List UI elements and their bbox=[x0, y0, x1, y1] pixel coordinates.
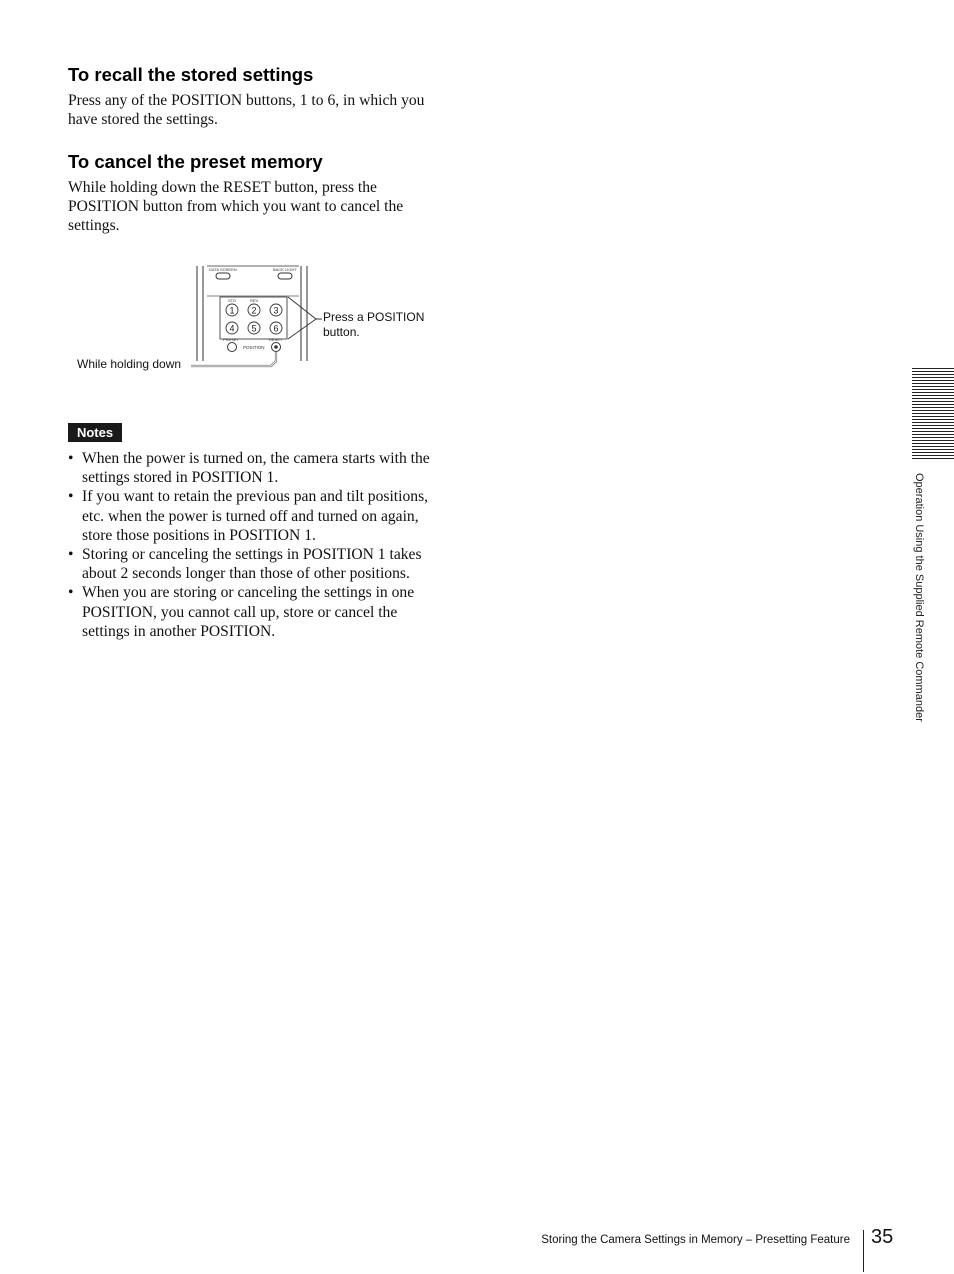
leader-line-holding-inner bbox=[191, 352, 276, 366]
footer-divider bbox=[863, 1230, 864, 1272]
note-item: • Storing or canceling the settings in POSITION 1 takes about 2 seconds longer than those of other positions. bbox=[68, 546, 422, 583]
leader-line-position-lower bbox=[288, 319, 316, 339]
data-screen-button bbox=[216, 273, 230, 279]
note-item: • When you are storing or canceling the settings in one POSITION, you cannot call up, store or cancel the settings in another POSITION. bbox=[68, 584, 415, 640]
section-body-recall: Press any of the POSITION buttons, 1 to 6, in which you have stored the settings. bbox=[68, 92, 425, 128]
note-text: If you want to retain the previous pan and tilt positions, etc. when the power is turned off and turned on again, store those positions in POSITION 1. bbox=[82, 488, 429, 544]
position-button-3-label: 3 bbox=[273, 305, 279, 316]
position-button-4-label: 4 bbox=[229, 323, 235, 334]
notes-badge: Notes bbox=[68, 423, 122, 442]
label-data-screen: DATA SCREEN bbox=[209, 267, 237, 272]
chapter-side-label bbox=[911, 473, 925, 753]
remote-commander-figure bbox=[70, 258, 440, 383]
leader-line-position bbox=[288, 297, 322, 319]
label-preset: PRESET bbox=[223, 337, 240, 342]
chapter-tab-marker bbox=[912, 368, 954, 460]
label-std: STD bbox=[228, 298, 236, 303]
label-reset: RESET bbox=[269, 337, 283, 342]
note-text: When the power is turned on, the camera starts with the settings stored in POSITION 1. bbox=[82, 450, 430, 487]
position-button-5-label: 5 bbox=[251, 323, 257, 334]
back-light-button bbox=[278, 273, 292, 279]
section-heading-cancel: To cancel the preset memory bbox=[68, 151, 323, 172]
position-button-6-label: 6 bbox=[273, 323, 279, 334]
chapter-side-label-text: Operation Using the Supplied Remote Commander bbox=[913, 473, 925, 722]
note-text: Storing or canceling the settings in POSITION 1 takes about 2 seconds longer than those of other positions. bbox=[82, 546, 422, 583]
position-button-1-label: 1 bbox=[229, 305, 235, 316]
notes-list bbox=[68, 449, 448, 641]
label-back-light: BACK LIGHT bbox=[273, 267, 297, 272]
leader-line-holding bbox=[191, 352, 276, 366]
note-item: • When the power is turned on, the camera starts with the settings stored in POSITION 1. bbox=[68, 450, 430, 487]
label-rev: REV bbox=[250, 298, 259, 303]
section-heading-recall: To recall the stored settings bbox=[68, 64, 314, 85]
callout-while-holding: While holding down bbox=[77, 357, 182, 371]
position-button-2-label: 2 bbox=[251, 305, 257, 316]
footer-title: Storing the Camera Settings in Memory – Presetting Feature bbox=[541, 1234, 850, 1246]
section-body-cancel: While holding down the RESET button, press the POSITION button from which you want to cancel the settings. bbox=[68, 179, 404, 234]
callout-press-position: Press a POSITION button. bbox=[323, 310, 425, 339]
preset-button bbox=[228, 343, 237, 352]
note-item: • If you want to retain the previous pan and tilt positions, etc. when the power is turned off and turned on again, store those positions in POSITION 1. bbox=[68, 488, 429, 544]
reset-button-center bbox=[274, 345, 278, 349]
note-text: When you are storing or canceling the settings in one POSITION, you cannot call up, store or cancel the settings in another POSITION. bbox=[82, 584, 415, 640]
label-position: POSITION bbox=[243, 345, 265, 350]
page-number: 35 bbox=[871, 1226, 894, 1248]
